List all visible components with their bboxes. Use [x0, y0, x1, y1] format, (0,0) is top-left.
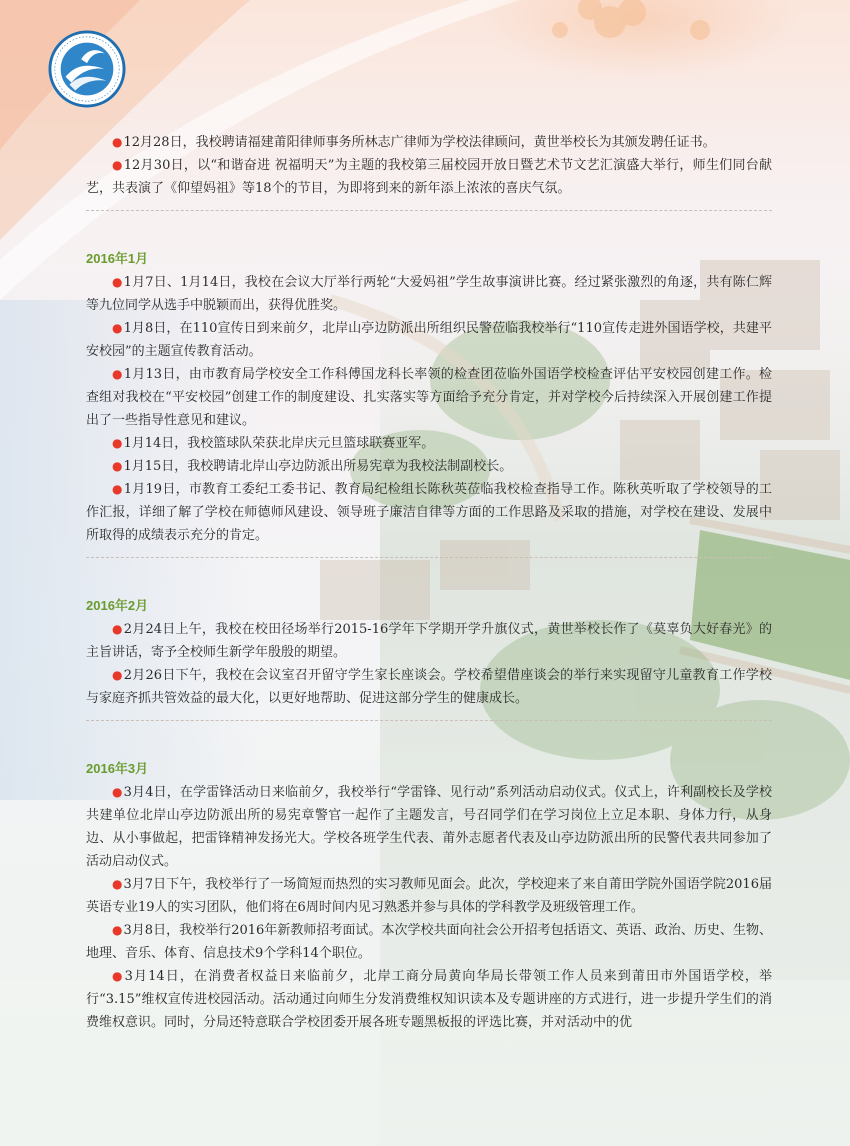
- bullet-icon: ●: [112, 436, 123, 450]
- bullet-icon: ●: [112, 969, 124, 983]
- news-item: ●12月30日，以“和谐奋进 祝福明天”为主题的我校第三届校园开放日暨艺术节文艺汇演盛大举行，师生们同台献艺，共表演了《仰望妈祖》等18个的节目，为即将到来的新年添上浓浓的喜庆气氛。: [86, 158, 772, 196]
- section-feb-2016: [86, 596, 772, 721]
- school-logo: [48, 30, 126, 108]
- news-item: ●3月7日下午，我校举行了一场简短而热烈的实习教师见面会。此次，学校迎来了来自莆田学院外国语学院2016届英语专业19人的实习团队，他们将在6周时间内见习熟悉并参与具体的学科教学及班级管理工作。: [86, 877, 772, 915]
- news-item: ●1月8日，在110宣传日到来前夕，北岸山亭边防派出所组织民警莅临我校举行“110宣传走进外国语学校，共建平安校园”的主题宣传教育活动。: [86, 321, 772, 359]
- news-item: ●2月24日上午，我校在校田径场举行2015-16学年下学期开学升旗仪式，黄世举校长作了《莫辜负大好春光》的主旨讲话，寄予全校师生新学年殷殷的期望。: [86, 622, 772, 660]
- news-item: ●3月4日，在学雷锋活动日来临前夕，我校举行“学雷锋、见行动”系列活动启动仪式。仪式上，许利副校长及学校共建单位北岸山亭边防派出所的易宪章警官一起作了主题发言，号召同学们在学习岗位上立足本职、身体力行，从身边、从小事做起，把雷锋精神发扬光大。学校各班学生代表、莆外志愿者代表及山亭边防派出所的民警代表共同参加了活动启动仪式。: [86, 785, 772, 869]
- news-content: [86, 131, 772, 1034]
- section-jan-2016: [86, 249, 772, 558]
- bullet-icon: ●: [112, 923, 123, 937]
- news-item: ●1月15日，我校聘请北岸山亭边防派出所易宪章为我校法制副校长。: [112, 459, 513, 474]
- bullet-icon: ●: [112, 321, 123, 335]
- news-item: ●3月14日，在消费者权益日来临前夕，北岸工商分局黄向华局长带领工作人员来到莆田市外国语学校，举行“3.15”维权宣传进校园活动。活动通过向师生分发消费维权知识读本及专题讲座的方式进行，进一步提升学生们的消费维权意识。同时，分局还特意联合学校团委开展各班专题黑板报的评选比赛，并对活动中的优: [86, 969, 772, 1030]
- news-item: ●2月26日下午，我校在会议室召开留守学生家长座谈会。学校希望借座谈会的举行来实现留守儿童教育工作学校与家庭齐抓共管效益的最大化，以更好地帮助、促进这部分学生的健康成长。: [86, 668, 772, 706]
- dashed-divider: [86, 720, 772, 721]
- bullet-icon: ●: [112, 622, 123, 636]
- news-item: ●1月14日，我校篮球队荣获北岸庆元旦篮球联赛亚军。: [112, 436, 435, 451]
- bullet-icon: ●: [112, 785, 123, 799]
- news-item: ●1月7日、1月14日，我校在会议大厅举行两轮“大爱妈祖”学生故事演讲比赛。经过紧张激烈的角逐，共有陈仁辉等九位同学从选手中脱颖而出，获得优胜奖。: [86, 275, 772, 313]
- dashed-divider: [86, 210, 772, 211]
- news-item: ●3月8日，我校举行2016年新教师招考面试。本次学校共面向社会公开招考包括语文、英语、政治、历史、生物、地理、音乐、体育、信息技术9个学科14个职位。: [86, 923, 772, 961]
- bullet-icon: ●: [112, 158, 123, 172]
- bullet-icon: ●: [112, 668, 123, 682]
- bullet-icon: ●: [112, 482, 123, 496]
- news-item: ●1月13日，由市教育局学校安全工作科傅国龙科长率领的检查团莅临外国语学校检查评估平安校园创建工作。检查组对我校在“平安校园”创建工作的制度建设、扎实落实等方面给予充分肯定，并对学校今后持续深入开展创建工作提出了一些指导性意见和建议。: [86, 367, 772, 428]
- month-heading: 2016年2月: [86, 598, 149, 613]
- bullet-icon: ●: [112, 135, 123, 149]
- month-heading: 2016年1月: [86, 251, 149, 266]
- bullet-icon: ●: [112, 275, 123, 289]
- section-mar-2016: [86, 759, 772, 1034]
- bullet-icon: ●: [112, 877, 123, 891]
- dashed-divider: [86, 557, 772, 558]
- section-dec-2015: [86, 131, 772, 211]
- month-heading: 2016年3月: [86, 761, 149, 776]
- bullet-icon: ●: [112, 459, 123, 473]
- news-item: ●1月19日，市教育工委纪工委书记、教育局纪检组长陈秋英莅临我校检查指导工作。陈秋英听取了学校领导的工作汇报，详细了解了学校在师德师风建设、领导班子廉洁自律等方面的工作思路及采取的措施，对学校在建设、发展中所取得的成绩表示充分的肯定。: [86, 482, 772, 543]
- news-item: ●12月28日，我校聘请福建莆阳律师事务所林志广律师为学校法律顾问，黄世举校长为其颁发聘任证书。: [112, 135, 716, 150]
- bullet-icon: ●: [112, 367, 123, 381]
